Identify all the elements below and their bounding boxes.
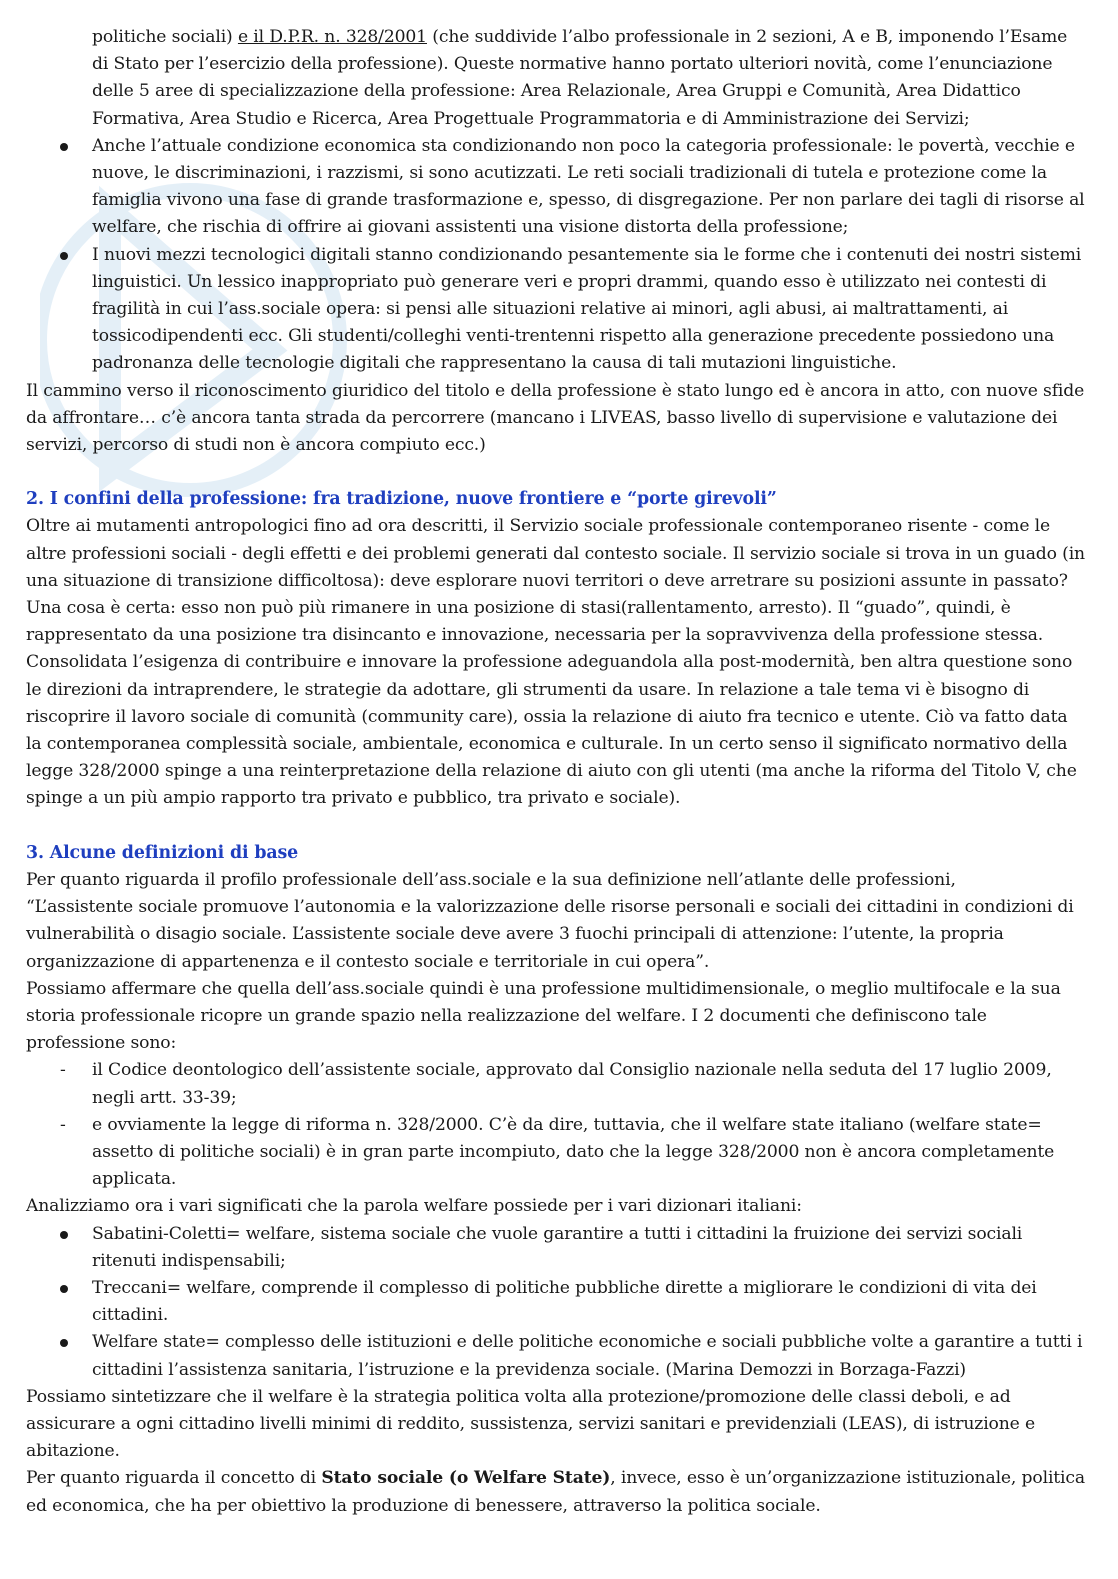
paragraph: Consolidata l’esigenza di contribuire e innovare la professione adeguandola alla post-modernità, ben altra questione sono le direzioni da intraprendere, le strategie da adottare, gli strumenti da usare. In relazione a tale tema vi è bisogno di riscoprire il lavoro sociale di comunità (community care), ossia la relazione di aiuto fra tecnico e utente. Ciò va fatto data la contemporanea complessità sociale, ambientale, economica e culturale. In un certo senso il significato normativo della legge 328/2000 spinge a una reinterpretazione della relazione di aiuto con gli utenti (ma anche la riforma del Titolo V, che spinge a un più ampio rapporto tra privato e pubblico, tra privato e sociale). [26,652,1077,809]
section-2-heading: 2. I confini della professione: fra tradizione, nuove frontiere e “porte girevoli” [26,489,777,510]
list-item-text: e ovviamente la legge di riforma n. 328/2000. C’è da dire, tuttavia, che il welfare state italiano (welfare state= assetto di politiche sociali) è in gran parte incompiuto, dato che la legge 328/2000 non è ancora completamente applicata. [92,1114,1055,1190]
intro-paragraph [26,24,1086,133]
paragraph: Possiamo affermare che quella dell’ass.sociale quindi è una professione multidimensionale, o meglio multifocale e la sua storia professionale ricopre un grande spazio nella realizzazione del welfare. I 2 documenti che definiscono tale professione sono: [26,978,1061,1054]
text-pre: Per quanto riguarda il concetto di [26,1468,322,1489]
intro-text-post: (che suddivide l’albo professionale in 2 sezioni, A e B, imponendo l’Esame di Stato per l’esercizio della professione). Queste normative hanno portato ulteriori novità, come l’enunciazione delle 5 aree di specializzazione della professione: Area Relazionale, Area Gruppi e Comunità, Area Didattico Formativa, Area Studio e Ricerca, Area Progettuale Programmatoria e di Amministrazione dei Servizi; [92,27,1068,129]
quote-paragraph: “L’assistente sociale promuove l’autonomia e la valorizzazione delle risorse personali e sociali dei cittadini in condizioni di vulnerabilità o disagio sociale. L’assistente sociale deve avere 3 fuochi principali di attenzione: l’utente, la propria organizzazione di appartenenza e il contesto sociale e territoriale in cui opera”. [26,897,1074,972]
list-item: Anche l’attuale condizione economica sta condizionando non poco la categoria professionale: le povertà, vecchie e nuove, le discriminazioni, i razzismi, si sono acutizzati. Le reti sociali tradizionali di tutela e protezione come la famiglia vivono una fase di grande trasformazione e, spesso, di disgregazione. Per non parlare dei tagli di risorse al welfare, che rischia di offrire ai giovani assistenti una visione distorta della professione; [26,133,1086,242]
bold-term: Stato sociale (o Welfare State) [321,1468,611,1489]
list-item: Welfare state= complesso delle istituzioni e delle politiche economiche e sociali pubbliche volte a garantire a tutti i cittadini l’assistenza sanitaria, l’istruzione e la previdenza sociale. (Marina Demozzi in Borzaga-Fazzi) [26,1329,1086,1383]
paragraph: Una cosa è certa: esso non può più rimanere in una posizione di stasi(rallentamento, arresto). Il “guado”, quindi, è rappresentato da una posizione tra disincanto e innovazione, necessaria per la sopravvivenza della professione stessa. [26,598,1044,646]
paragraph: Analizziamo ora i vari significati che la parola welfare possiede per i vari dizionari italiani: [26,1196,802,1217]
section-3-heading: 3. Alcune definizioni di base [26,842,299,863]
list-item [26,1057,1086,1111]
paragraph: Possiamo sintetizzare che il welfare è la strategia politica volta alla protezione/promozione delle classi deboli, e ad assicurare a ogni cittadino livelli minimi di reddito, sussistenza, servizi sanitari e previdenziali (LEAS), di istruzione e abitazione. [26,1386,1036,1462]
dash-marker: - [60,1060,66,1081]
dash-list [26,1057,1086,1193]
list-item-text: il Codice deontologico dell’assistente sociale, approvato dal Consiglio nazionale nella seduta del 17 luglio 2009, negli artt. 33-39; [92,1060,1052,1108]
paragraph: Oltre ai mutamenti antropologici fino ad ora descritti, il Servizio sociale professionale contemporaneo risente - come le altre professioni sociali - degli effetti e dei problemi generati dal contesto sociale. Il servizio sociale si trova in un guado (in una situazione di transizione difficoltosa): deve esplorare nuovi territori o deve arretrare su posizioni assunte in passato? [26,516,1085,591]
list-item: Treccani= welfare, comprende il complesso di politiche pubbliche dirette a migliorare le condizioni di vita dei cittadini. [26,1275,1086,1329]
paragraph [26,1465,1086,1519]
bullet-list-1 [26,133,1086,378]
dash-marker: - [60,1114,66,1135]
list-item [26,1112,1086,1194]
document-page [26,24,1086,1520]
list-item: I nuovi mezzi tecnologici digitali stanno condizionando pesantemente sia le forme che i contenuti dei nostri sistemi linguistici. Un lessico inappropriato può generare veri e propri drammi, quando esso è utilizzato nei contesti di fragilità in cui l’ass.sociale opera: si pensi alle situazioni relative ai minori, agli abusi, ai maltrattamenti, ai tossicodipendenti ecc. Gli studenti/colleghi venti-trentenni rispetto alla generazione precedente possiedono una padronanza delle tecnologie digitali che rappresentano la causa di tali mutazioni linguistiche. [26,242,1086,378]
definition-list [26,1221,1086,1384]
intro-text-pre: politiche sociali) [92,27,238,47]
paragraph: Il cammino verso il riconoscimento giuridico del titolo e della professione è stato lungo ed è ancora in atto, con nuove sfide da affrontare… c’è ancora tanta strada da percorrere (mancano i LIVEAS, basso livello di supervisione e valutazione dei servizi, percorso di studi non è ancora compiuto ecc.) [26,380,1085,456]
text-post: , invece, esso è un’organizzazione istituzionale, politica ed economica, che ha per obiettivo la produzione di benessere, attraverso la politica sociale. [26,1468,1085,1516]
list-item: Sabatini-Coletti= welfare, sistema sociale che vuole garantire a tutti i cittadini la fruizione dei servizi sociali ritenuti indispensabili; [26,1221,1086,1275]
paragraph: Per quanto riguarda il profilo professionale dell’ass.sociale e la sua definizione nell’atlante delle professioni, [26,869,956,890]
dpr-underlined-text: e il D.P.R. n. 328/2001 [237,27,427,47]
